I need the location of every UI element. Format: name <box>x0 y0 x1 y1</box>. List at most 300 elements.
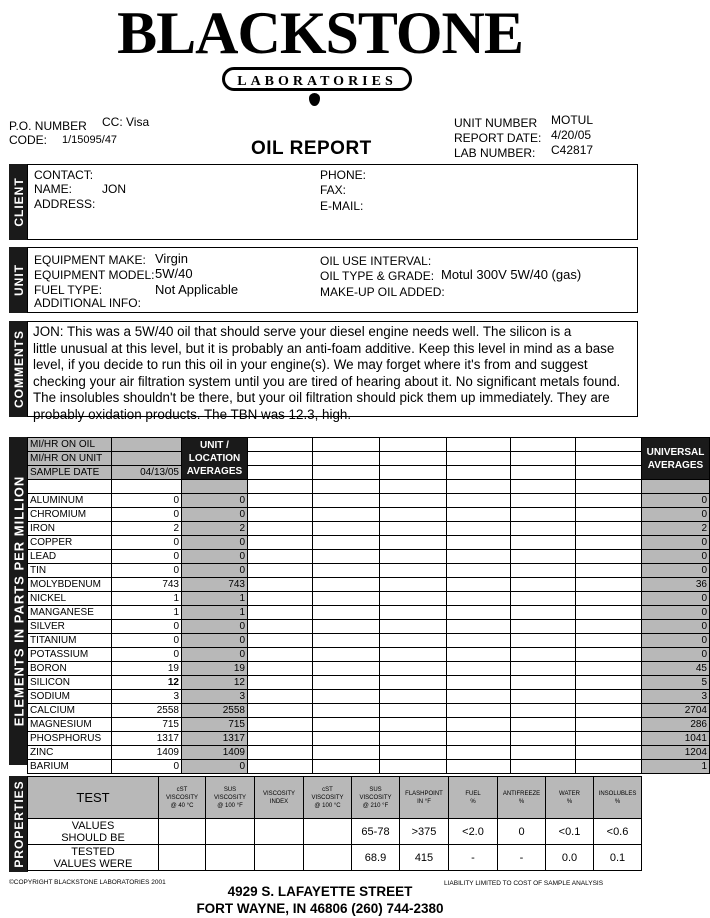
empty-cell <box>313 731 380 745</box>
element-sample-value: 715 <box>112 717 182 731</box>
empty-cell <box>447 549 511 563</box>
element-sample-value: 0 <box>112 633 182 647</box>
element-sample-value: 1409 <box>112 745 182 759</box>
comments-text <box>33 324 638 424</box>
comment-line: checking your air filtration system until you are tired of hearing about it. No significant metals found. <box>33 373 621 389</box>
element-name: COPPER <box>28 535 112 549</box>
empty-cell <box>511 647 576 661</box>
should-be-label: VALUES SHOULD BE <box>28 819 159 845</box>
empty-cell <box>313 563 380 577</box>
lab-number-value: C42817 <box>551 143 594 157</box>
properties-table <box>27 776 642 871</box>
property-header: VISCOSITY INDEX <box>255 777 304 819</box>
empty-cell <box>511 521 576 535</box>
empty-cell <box>576 675 642 689</box>
oil-type-label: OIL TYPE & GRADE: <box>320 269 435 283</box>
element-universal-average: 0 <box>642 605 710 619</box>
empty-cell <box>248 591 313 605</box>
empty-cell <box>576 661 642 675</box>
client-section-label: CLIENT <box>11 177 26 227</box>
should-be-value: <0.6 <box>594 819 642 845</box>
header-label: MI/HR ON OIL <box>28 438 112 452</box>
empty-cell <box>248 619 313 633</box>
makeup-oil-label: MAKE-UP OIL ADDED: <box>320 285 445 299</box>
empty-cell <box>313 466 380 480</box>
element-sample-value: 2 <box>112 521 182 535</box>
element-sample-value: 743 <box>112 577 182 591</box>
empty-cell <box>576 703 642 717</box>
empty-cell <box>511 507 576 521</box>
empty-cell <box>313 689 380 703</box>
element-sample-value: 0 <box>112 493 182 507</box>
property-header: cST VISCOSITY @ 100 °C <box>304 777 352 819</box>
element-row <box>28 549 710 563</box>
empty-cell <box>511 759 576 773</box>
element-unit-average: 3 <box>182 689 248 703</box>
empty-cell <box>447 717 511 731</box>
comment-line: probably oxidation products. The TBN was 12.3, high. <box>33 406 352 422</box>
tested-value: - <box>498 845 546 871</box>
header-value <box>112 452 182 466</box>
empty-cell <box>248 675 313 689</box>
header-label: SAMPLE DATE <box>28 466 112 480</box>
code-label: CODE: <box>9 133 48 147</box>
should-be-row <box>28 819 642 845</box>
property-header: FUEL % <box>449 777 498 819</box>
property-header: ANTIFREEZE % <box>498 777 546 819</box>
comment-line: JON: This was a 5W/40 oil that should serve your diesel engine needs well. The silicon is a <box>33 324 572 339</box>
element-unit-average: 743 <box>182 577 248 591</box>
tested-label: TESTED VALUES WERE <box>28 845 159 871</box>
element-unit-average: 1 <box>182 591 248 605</box>
element-name: BORON <box>28 661 112 675</box>
comment-line: level, if you decide to run this oil in your engine(s). We may forget where it's from and suggest <box>33 357 588 373</box>
tested-value: 415 <box>400 845 449 871</box>
empty-cell <box>447 577 511 591</box>
spacer-row <box>28 480 710 494</box>
should-be-value <box>159 819 206 845</box>
empty-cell <box>511 438 576 452</box>
empty-cell <box>576 689 642 703</box>
equipment-model-label: EQUIPMENT MODEL: <box>34 268 155 282</box>
empty-cell <box>313 452 380 466</box>
code-value: 1/15095/47 <box>62 134 118 146</box>
element-sample-value: 0 <box>112 563 182 577</box>
element-unit-average: 0 <box>182 549 248 563</box>
address-line-1: 4929 S. LAFAYETTE STREET <box>227 884 413 899</box>
property-header: SUS VISCOSITY @ 100 °F <box>206 777 255 819</box>
empty-cell <box>576 480 642 494</box>
empty-cell <box>380 675 447 689</box>
empty-cell <box>447 689 511 703</box>
element-universal-average: 0 <box>642 493 710 507</box>
empty-cell <box>248 466 313 480</box>
element-row <box>28 675 710 689</box>
empty-cell <box>511 577 576 591</box>
empty-cell <box>380 717 447 731</box>
element-row <box>28 563 710 577</box>
element-row <box>28 535 710 549</box>
elements-table <box>27 437 710 774</box>
oil-use-interval-label: OIL USE INTERVAL: <box>320 254 432 268</box>
empty-cell <box>313 591 380 605</box>
test-header: TEST <box>28 777 159 819</box>
report-title: OIL REPORT <box>251 138 372 159</box>
empty-cell <box>511 466 576 480</box>
header-row <box>28 438 710 452</box>
sample-date-value: 04/13/05 <box>112 466 182 480</box>
comments-section-tab <box>9 321 28 417</box>
empty-cell <box>313 745 380 759</box>
empty-cell <box>511 717 576 731</box>
empty-cell <box>576 507 642 521</box>
empty-cell <box>576 731 642 745</box>
element-sample-value: 19 <box>112 661 182 675</box>
element-sample-value: 3 <box>112 689 182 703</box>
element-unit-average: 0 <box>182 619 248 633</box>
empty-cell <box>380 452 447 466</box>
element-row <box>28 745 710 759</box>
empty-cell <box>380 661 447 675</box>
empty-cell <box>576 563 642 577</box>
element-row <box>28 717 710 731</box>
element-name: MAGNESIUM <box>28 717 112 731</box>
empty-cell <box>447 619 511 633</box>
empty-cell <box>380 689 447 703</box>
element-row <box>28 633 710 647</box>
empty-cell <box>248 507 313 521</box>
property-header: SUS VISCOSITY @ 210 °F <box>352 777 400 819</box>
name-label: NAME: <box>34 182 73 196</box>
empty-cell <box>380 745 447 759</box>
element-universal-average: 1041 <box>642 731 710 745</box>
additional-info-label: ADDITIONAL INFO: <box>34 296 141 310</box>
element-name: CHROMIUM <box>28 507 112 521</box>
empty-cell <box>248 535 313 549</box>
tested-value <box>159 845 206 871</box>
element-universal-average: 3 <box>642 689 710 703</box>
empty-cell <box>380 577 447 591</box>
element-sample-value: 0 <box>112 507 182 521</box>
empty-cell <box>380 591 447 605</box>
elements-section-tab <box>9 437 28 765</box>
element-name: MANGANESE <box>28 605 112 619</box>
element-universal-average: 0 <box>642 633 710 647</box>
empty-cell <box>380 605 447 619</box>
oil-drop-icon <box>309 93 320 106</box>
empty-cell <box>447 647 511 661</box>
element-sample-value: 0 <box>112 619 182 633</box>
empty-cell <box>248 689 313 703</box>
empty-cell <box>511 675 576 689</box>
element-unit-average: 1317 <box>182 731 248 745</box>
unit-section-label: UNIT <box>11 264 26 296</box>
empty-cell <box>248 452 313 466</box>
empty-cell <box>248 563 313 577</box>
element-row <box>28 647 710 661</box>
should-be-value: <2.0 <box>449 819 498 845</box>
empty-cell <box>447 452 511 466</box>
element-row <box>28 619 710 633</box>
header-label: MI/HR ON UNIT <box>28 452 112 466</box>
report-date-label: REPORT DATE: <box>454 131 542 145</box>
property-header: cST VISCOSITY @ 40 °C <box>159 777 206 819</box>
empty-cell <box>313 480 380 494</box>
empty-cell <box>447 703 511 717</box>
empty-cell <box>313 759 380 773</box>
equipment-make-label: EQUIPMENT MAKE: <box>34 253 146 267</box>
element-sample-value: 1317 <box>112 731 182 745</box>
property-header: WATER % <box>546 777 594 819</box>
element-row <box>28 507 710 521</box>
element-row <box>28 759 710 773</box>
element-unit-average: 1 <box>182 605 248 619</box>
empty-cell <box>313 535 380 549</box>
report-date-value: 4/20/05 <box>551 128 592 142</box>
empty-cell <box>313 703 380 717</box>
empty-cell <box>248 549 313 563</box>
empty-cell <box>447 563 511 577</box>
empty-cell <box>313 577 380 591</box>
empty-cell <box>248 731 313 745</box>
element-unit-average: 0 <box>182 507 248 521</box>
empty-cell <box>447 535 511 549</box>
empty-cell <box>313 661 380 675</box>
element-name: ALUMINUM <box>28 493 112 507</box>
empty-cell <box>447 480 511 494</box>
element-unit-average: 0 <box>182 633 248 647</box>
empty-cell <box>511 549 576 563</box>
element-unit-average: 0 <box>182 535 248 549</box>
tested-value: 0.1 <box>594 845 642 871</box>
element-unit-average: 2 <box>182 521 248 535</box>
header-row <box>28 466 710 480</box>
element-row <box>28 591 710 605</box>
empty-cell <box>511 661 576 675</box>
phone-label: PHONE: <box>320 168 367 182</box>
fax-label: FAX: <box>320 183 347 197</box>
empty-cell <box>576 717 642 731</box>
tested-value <box>206 845 255 871</box>
element-universal-average: 36 <box>642 577 710 591</box>
client-section-tab <box>9 164 28 240</box>
should-be-value <box>206 819 255 845</box>
empty-cell <box>380 493 447 507</box>
element-name: BARIUM <box>28 759 112 773</box>
empty-cell <box>447 438 511 452</box>
po-number-label: P.O. NUMBER <box>9 119 87 133</box>
empty-cell <box>380 507 447 521</box>
empty-cell <box>576 438 642 452</box>
empty-cell <box>182 480 248 494</box>
empty-cell <box>511 493 576 507</box>
element-name: ZINC <box>28 745 112 759</box>
empty-cell <box>380 633 447 647</box>
empty-cell <box>511 731 576 745</box>
empty-cell <box>248 661 313 675</box>
property-header: FLASHPOINT IN °F <box>400 777 449 819</box>
equipment-model-value: 5W/40 <box>155 266 193 281</box>
should-be-value: <0.1 <box>546 819 594 845</box>
empty-cell <box>248 605 313 619</box>
empty-cell <box>511 689 576 703</box>
empty-cell <box>248 438 313 452</box>
empty-cell <box>447 633 511 647</box>
element-row <box>28 731 710 745</box>
unit-section-tab <box>9 247 28 313</box>
element-sample-value: 0 <box>112 759 182 773</box>
property-header: INSOLUBLES % <box>594 777 642 819</box>
element-unit-average: 2558 <box>182 703 248 717</box>
element-universal-average: 0 <box>642 563 710 577</box>
empty-cell <box>576 619 642 633</box>
should-be-value <box>255 819 304 845</box>
properties-section-tab <box>9 776 28 872</box>
comments-section-label: COMMENTS <box>11 330 26 408</box>
element-row <box>28 661 710 675</box>
element-name: SODIUM <box>28 689 112 703</box>
element-name: POTASSIUM <box>28 647 112 661</box>
empty-cell <box>380 703 447 717</box>
empty-cell <box>313 549 380 563</box>
empty-cell <box>576 577 642 591</box>
empty-cell <box>380 466 447 480</box>
header-row <box>28 452 710 466</box>
element-sample-value: 0 <box>112 549 182 563</box>
element-universal-average: 0 <box>642 619 710 633</box>
empty-cell <box>380 438 447 452</box>
empty-cell <box>511 745 576 759</box>
element-row <box>28 493 710 507</box>
should-be-value: 0 <box>498 819 546 845</box>
element-universal-average: 0 <box>642 549 710 563</box>
empty-cell <box>380 731 447 745</box>
empty-cell <box>380 549 447 563</box>
empty-cell <box>380 521 447 535</box>
empty-cell <box>576 633 642 647</box>
empty-cell <box>248 577 313 591</box>
empty-cell <box>380 480 447 494</box>
empty-cell <box>313 675 380 689</box>
empty-cell <box>248 745 313 759</box>
contact-label: CONTACT: <box>34 168 94 182</box>
properties-header-row <box>28 777 642 819</box>
should-be-value: >375 <box>400 819 449 845</box>
empty-cell <box>447 591 511 605</box>
empty-cell <box>28 480 112 494</box>
element-universal-average: 45 <box>642 661 710 675</box>
empty-cell <box>248 493 313 507</box>
email-label: E-MAIL: <box>320 199 364 213</box>
element-unit-average: 0 <box>182 647 248 661</box>
element-name: IRON <box>28 521 112 535</box>
empty-cell <box>313 647 380 661</box>
empty-cell <box>576 759 642 773</box>
empty-cell <box>576 605 642 619</box>
element-unit-average: 0 <box>182 759 248 773</box>
empty-cell <box>576 521 642 535</box>
empty-cell <box>313 633 380 647</box>
empty-cell <box>576 466 642 480</box>
comment-line: little unusual at this level, but it is probably an anti-foam additive. Keep this level in mind as a base <box>33 340 615 356</box>
empty-cell <box>248 717 313 731</box>
element-name: MOLYBDENUM <box>28 577 112 591</box>
empty-cell <box>511 703 576 717</box>
fuel-type-value: Not Applicable <box>155 282 239 297</box>
element-sample-value: 12 <box>112 675 182 689</box>
empty-cell <box>576 549 642 563</box>
element-unit-average: 0 <box>182 563 248 577</box>
elements-section-label: ELEMENTS IN PARTS PER MILLION <box>11 475 26 727</box>
company-logo: BLACKSTONE <box>117 0 523 66</box>
element-universal-average: 286 <box>642 717 710 731</box>
empty-cell <box>511 619 576 633</box>
empty-cell <box>447 759 511 773</box>
element-name: SILICON <box>28 675 112 689</box>
unit-number-label: UNIT NUMBER <box>454 116 538 130</box>
element-universal-average: 2 <box>642 521 710 535</box>
properties-section-label: PROPERTIES <box>11 780 26 868</box>
fuel-type-label: FUEL TYPE: <box>34 283 103 297</box>
empty-cell <box>447 521 511 535</box>
po-number-value: CC: Visa <box>102 115 150 129</box>
unit-number-value: MOTUL <box>551 113 593 127</box>
empty-cell <box>380 619 447 633</box>
empty-cell <box>380 563 447 577</box>
oil-type-value: Motul 300V 5W/40 (gas) <box>441 267 582 282</box>
empty-cell <box>511 563 576 577</box>
element-sample-value: 1 <box>112 591 182 605</box>
element-name: PHOSPHORUS <box>28 731 112 745</box>
element-sample-value: 2558 <box>112 703 182 717</box>
empty-cell <box>447 661 511 675</box>
element-name: LEAD <box>28 549 112 563</box>
element-name: TITANIUM <box>28 633 112 647</box>
empty-cell <box>313 619 380 633</box>
empty-cell <box>447 466 511 480</box>
empty-cell <box>248 647 313 661</box>
element-unit-average: 1409 <box>182 745 248 759</box>
element-universal-average: 1204 <box>642 745 710 759</box>
empty-cell <box>313 438 380 452</box>
empty-cell <box>313 493 380 507</box>
address-line-2: FORT WAYNE, IN 46806 (260) 744-2380 <box>196 901 444 916</box>
element-unit-average: 12 <box>182 675 248 689</box>
element-universal-average: 0 <box>642 507 710 521</box>
element-unit-average: 19 <box>182 661 248 675</box>
empty-cell <box>511 535 576 549</box>
empty-cell <box>313 717 380 731</box>
element-universal-average: 0 <box>642 535 710 549</box>
empty-cell <box>447 675 511 689</box>
empty-cell <box>380 647 447 661</box>
tested-value: 68.9 <box>352 845 400 871</box>
empty-cell <box>511 480 576 494</box>
empty-cell <box>447 605 511 619</box>
empty-cell <box>511 452 576 466</box>
empty-cell <box>380 535 447 549</box>
tested-value: 0.0 <box>546 845 594 871</box>
empty-cell <box>576 535 642 549</box>
element-row <box>28 577 710 591</box>
empty-cell <box>112 480 182 494</box>
unit-location-averages-header: UNIT / LOCATION AVERAGES <box>182 438 248 480</box>
element-universal-average: 0 <box>642 647 710 661</box>
empty-cell <box>576 452 642 466</box>
header-value <box>112 438 182 452</box>
empty-cell <box>576 493 642 507</box>
empty-cell <box>447 745 511 759</box>
